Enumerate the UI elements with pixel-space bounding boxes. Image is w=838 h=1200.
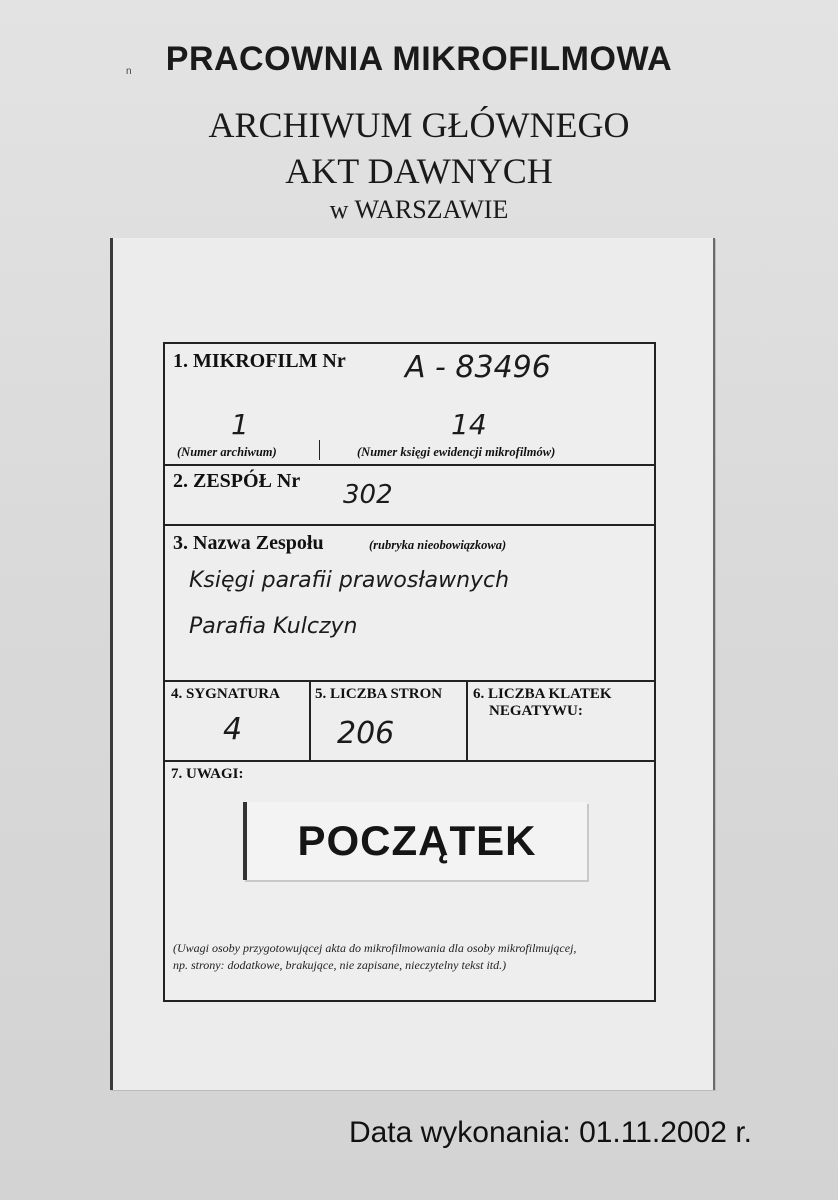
archive-subtitle: AKT DAWNYCH: [285, 151, 553, 191]
column-divider-1: [309, 682, 311, 760]
fonds-number-label: 2. ZESPÓŁ Nr: [173, 470, 301, 492]
fonds-number-value: 302: [343, 480, 393, 510]
header-prefix: n: [126, 66, 132, 77]
archive-number-caption: (Numer archiwum): [177, 445, 277, 459]
caption-divider: [319, 440, 320, 460]
negative-frames-label-2: NEGATYWU:: [489, 703, 583, 719]
remarks-row: [165, 762, 654, 1000]
remarks-label: 7. UWAGI:: [171, 766, 244, 782]
fonds-name-row: [165, 526, 654, 682]
remarks-instructions-line-2: np. strony: dodatkowe, brakujące, nie zapisane, nieczytelny tekst itd.): [173, 958, 507, 972]
start-stamp: POCZĄTEK: [243, 802, 587, 880]
fonds-name-optional-note: (rubryka nieobowiązkowa): [369, 538, 507, 552]
execution-date: Data wykonania: 01.11.2002 r.: [348, 1116, 752, 1149]
remarks-instructions-line-1: (Uwagi osoby przygotowującej akta do mikrofilmowania dla osoby mikrofilmującej,: [173, 941, 577, 955]
fonds-name-label: 3. Nazwa Zespołu: [173, 532, 324, 554]
signature-label: 4. SYGNATURA: [171, 686, 280, 702]
fonds-name-line-2: Parafia Kulczyn: [189, 614, 358, 639]
microfilm-form: [163, 342, 656, 1002]
register-book-caption: (Numer księgi ewidencji mikrofilmów): [357, 445, 556, 459]
page-count-value: 206: [337, 716, 395, 751]
microfilm-number-label: 1. MIKROFILM Nr: [173, 350, 346, 372]
microfilm-number-value: A - 83496: [405, 350, 551, 385]
fonds-number-row: [165, 466, 654, 526]
page-count-label: 5. LICZBA STRON: [315, 686, 443, 702]
remarks-instructions: [173, 940, 648, 974]
negative-frames-label-1: 6. LICZBA KLATEK: [473, 686, 612, 702]
signature-value: 4: [223, 712, 243, 747]
column-divider-2: [466, 682, 468, 760]
register-book-number-value: 14: [451, 408, 487, 441]
fonds-name-line-1: Księgi parafii prawosławnych: [189, 568, 510, 593]
counts-row: [165, 682, 654, 762]
archive-number-value: 1: [231, 408, 249, 441]
microfilm-number-row: [165, 344, 654, 466]
studio-title: PRACOWNIA MIKROFILMOWA: [165, 40, 673, 78]
archive-city: w WARSZAWIE: [329, 195, 509, 224]
archive-title: ARCHIWUM GŁÓWNEGO: [208, 105, 630, 145]
